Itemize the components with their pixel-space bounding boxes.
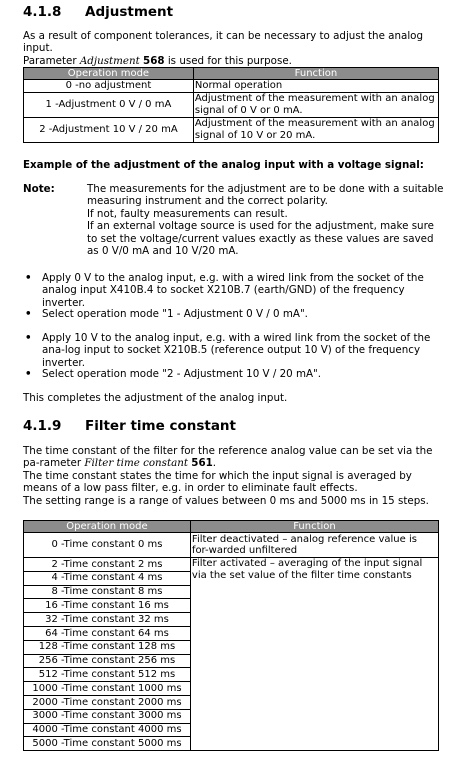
column-header-mode: Operation mode: [24, 521, 191, 533]
filter-time-table: [23, 520, 439, 751]
section-number: 4.1.8: [23, 4, 62, 20]
table-row: [24, 558, 439, 572]
mode-cell: 128 -Time constant 128 ms: [24, 640, 191, 654]
column-header-mode: Operation mode: [24, 68, 194, 80]
section-title: Adjustment: [85, 4, 174, 20]
bullet-icon: •: [25, 308, 32, 320]
mode-cell: 4 -Time constant 4 ms: [24, 571, 191, 585]
function-cell: Adjustment of the measurement with an analog signal of 0 V or 0 mA.: [193, 92, 438, 117]
mode-cell: 16 -Time constant 16 ms: [24, 599, 191, 613]
list-item: [23, 308, 447, 320]
mode-cell: 64 -Time constant 64 ms: [24, 626, 191, 640]
section-heading-filter: [23, 418, 236, 434]
note-text-2: If not, faulty measurements can result.: [87, 207, 288, 220]
section-title: Filter time constant: [85, 418, 236, 434]
list-item: [23, 272, 447, 309]
parameter-number: 561: [191, 457, 213, 470]
mode-cell: 4000 -Time constant 4000 ms: [24, 723, 191, 737]
mode-cell: 8 -Time constant 8 ms: [24, 585, 191, 599]
mode-cell: 0 -Time constant 0 ms: [24, 533, 191, 558]
function-cell: Normal operation: [193, 80, 438, 93]
table-row: [24, 92, 439, 117]
mode-cell: 0 -no adjustment: [24, 80, 194, 93]
example-heading: Example of the adjustment of the analog input with a voltage signal:: [23, 159, 424, 171]
mode-cell: 2 -Time constant 2 ms: [24, 558, 191, 572]
bullet-text: Apply 0 V to the analog input, e.g. with a wired link from the socket of the analog input X410B.4 to socket X210B.7 (earth/GND) of the frequency inverter.: [42, 272, 424, 309]
intro-text-2-prefix: Parameter: [23, 54, 80, 67]
list-item: [23, 332, 447, 369]
function-cell: Filter deactivated – analog reference value is for-warded unfiltered: [190, 533, 438, 558]
note-label: Note:: [23, 183, 55, 195]
intro-paragraph: [23, 30, 445, 67]
function-cell: Adjustment of the measurement with an analog signal of 10 V or 20 mA.: [193, 117, 438, 142]
bullet-text: Select operation mode "2 - Adjustment 10 V / 20 mA".: [42, 368, 322, 380]
table-row: [24, 117, 439, 142]
mode-cell: 256 -Time constant 256 ms: [24, 654, 191, 668]
mode-cell: 5000 -Time constant 5000 ms: [24, 737, 191, 751]
mode-cell: 32 -Time constant 32 ms: [24, 613, 191, 627]
conclusion-text: This completes the adjustment of the analog input.: [23, 392, 288, 404]
intro-text-2-suffix: is used for this purpose.: [164, 54, 292, 67]
table-row: [24, 533, 439, 558]
mode-cell: 3000 -Time constant 3000 ms: [24, 709, 191, 723]
bullet-text: Select operation mode "1 - Adjustment 0 V / 0 mA".: [42, 308, 308, 320]
mode-cell: 1 -Adjustment 0 V / 0 mA: [24, 92, 194, 117]
section-heading-adjustment: [23, 4, 173, 20]
parameter-number: 568: [143, 54, 165, 67]
parameter-name: Adjustment: [79, 54, 140, 67]
filter-intro-text-3: The setting range is a range of values between 0 ms and 5000 ms in 15 steps.: [23, 494, 429, 507]
note-text: [87, 183, 445, 257]
column-header-function: Function: [193, 68, 438, 80]
table-row: [24, 80, 439, 93]
section-number: 4.1.9: [23, 418, 62, 434]
note-text-3: If an external voltage source is used for the adjustment, make sure to set the voltage/current values exactly as these values are saved as 0 V/0 mA and 10 V/20 mA.: [87, 220, 434, 258]
bullet-icon: •: [25, 368, 32, 380]
bullet-text: Apply 10 V to the analog input, e.g. with a wired link from the socket of the ana-log input to socket X210B.5 (reference output 10 V) of the frequency inverter.: [42, 332, 431, 369]
filter-intro-paragraph: The time constant of the filter for the reference analog value can be set via the pa-rameter Filter time constant 561. The time constant states the time for which the input signal is averaged by means of a low pass filter, e.g. in order to eliminate fault effects. The setting range is a range of values between 0 ms and 5000 ms in 15 steps.: [23, 445, 433, 507]
filter-intro-text-2: The time constant states the time for which the input signal is averaged by means of a low pass filter, e.g. in order to eliminate fault effects.: [23, 469, 412, 495]
adjustment-table: [23, 67, 439, 143]
note-text-1: The measurements for the adjustment are to be done with a suitable measuring instrument and the correct polarity.: [87, 183, 444, 208]
bullet-icon: •: [25, 332, 32, 344]
list-item: [23, 368, 447, 380]
mode-cell: 512 -Time constant 512 ms: [24, 668, 191, 682]
mode-cell: 2 -Adjustment 10 V / 20 mA: [24, 117, 194, 142]
filter-intro-text-1: The time constant of the filter for the reference analog value can be set via the pa-rameter: [23, 445, 433, 470]
column-header-function: Function: [190, 521, 438, 533]
parameter-name: Filter time constant: [84, 457, 189, 470]
bullet-icon: •: [25, 272, 32, 284]
function-cell: Filter activated – averaging of the input signal via the set value of the filter time constants: [190, 558, 438, 751]
intro-text-1: As a result of component tolerances, it can be necessary to adjust the analog input.: [23, 30, 424, 55]
mode-cell: 1000 -Time constant 1000 ms: [24, 682, 191, 696]
mode-cell: 2000 -Time constant 2000 ms: [24, 695, 191, 709]
